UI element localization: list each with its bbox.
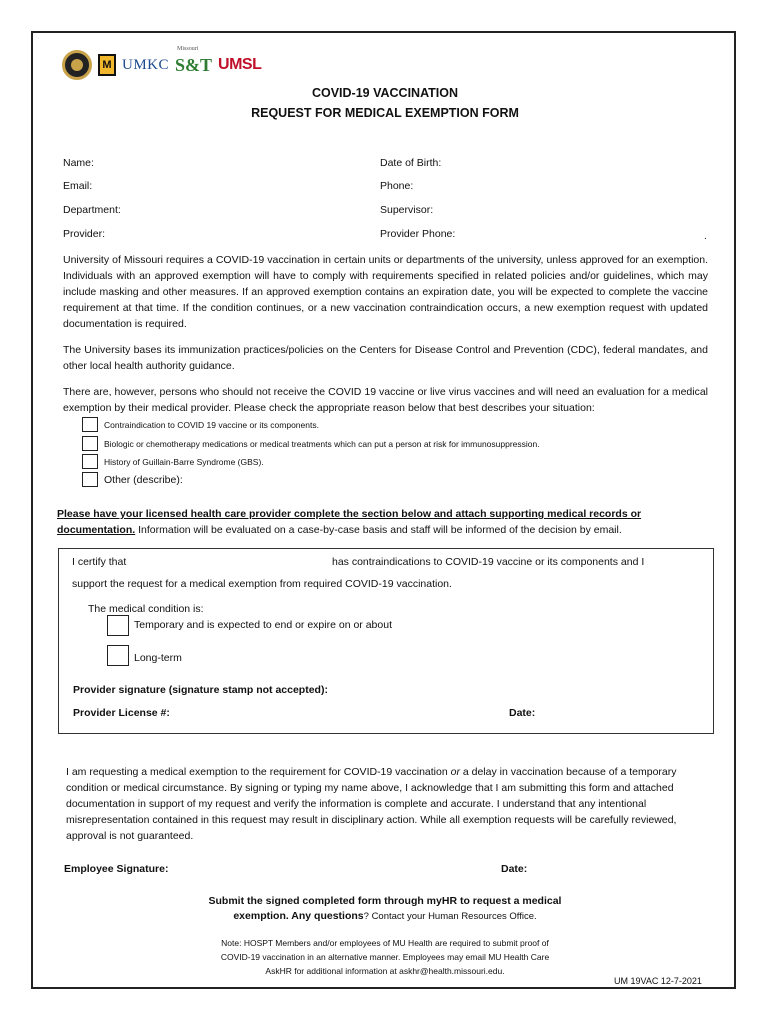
department-field[interactable]: Department: bbox=[63, 204, 121, 216]
reason-checkbox-gbs[interactable] bbox=[82, 454, 98, 469]
cdc-paragraph: The University bases its immunization practices/policies on the Centers for Disease Control and Prevention (CDC), federal mandates, and other local health authority guidance. bbox=[63, 344, 708, 372]
long-term-checkbox[interactable] bbox=[107, 645, 129, 666]
provider-date-field[interactable]: Date: bbox=[509, 707, 536, 719]
support-request-label: support the request for a medical exemption from required COVID-19 vaccination. bbox=[72, 578, 452, 590]
reason-checkbox-immunosuppression[interactable] bbox=[82, 436, 98, 451]
reason-label-other: Other (describe): bbox=[104, 474, 183, 486]
policy-paragraph: University of Missouri requires a COVID-19 vaccination in certain units or departments of the university, unless approved for an exemption. Individuals with an approved exemption will have to comply with requirements specified in related policies and/or guidelines, which may include masking and other measures. If an approved exemption contains an expiration date, you will be expected to complete the vaccine requirement at that time. If the condition continues, or a new vaccination contraindication occurs, a new exemption request with updated documentation is required. bbox=[63, 254, 708, 330]
university-logos bbox=[62, 45, 262, 82]
long-term-label: Long-term bbox=[134, 652, 182, 664]
note-line2: COVID-19 vaccination in an alternative manner. Employees may email MU Health Care bbox=[220, 952, 550, 962]
reason-checkbox-contraindication[interactable] bbox=[82, 417, 98, 432]
dob-field[interactable]: Date of Birth: bbox=[380, 157, 442, 169]
reason-label-gbs: History of Guillain-Barre Syndrome (GBS). bbox=[104, 457, 264, 467]
temporary-checkbox[interactable] bbox=[107, 615, 129, 636]
note-line3: AskHR for additional information at askhr@health.missouri.edu. bbox=[265, 966, 505, 976]
provider-field[interactable]: Provider: bbox=[63, 228, 106, 240]
reason-checkbox-other[interactable] bbox=[82, 472, 98, 487]
missouri-st-logo: Missouri S&T bbox=[175, 45, 213, 75]
mizzou-tiger-logo: M bbox=[98, 54, 116, 76]
form-id: UM 19VAC 12-7-2021 bbox=[614, 976, 702, 986]
provider-license-field[interactable]: Provider License #: bbox=[73, 707, 170, 719]
provider-signature-field[interactable]: Provider signature (signature stamp not accepted): bbox=[73, 684, 328, 696]
name-field[interactable]: Name: bbox=[63, 157, 94, 169]
reason-label-contraindication: Contraindication to COVID 19 vaccine or its components. bbox=[104, 420, 319, 430]
supervisor-field[interactable]: Supervisor: bbox=[380, 204, 434, 216]
umsl-logo: UMSL bbox=[218, 56, 262, 73]
provider-phone-field[interactable]: Provider Phone: bbox=[380, 228, 456, 240]
contraindications-label: has contraindications to COVID-19 vaccine or its components and I bbox=[332, 556, 645, 568]
um-seal-logo bbox=[62, 50, 92, 80]
certify-label: I certify that bbox=[72, 556, 127, 568]
trailing-dot: . bbox=[704, 230, 707, 242]
reasons-intro-paragraph: There are, however, persons who should not receive the COVID 19 vaccine or live virus vaccines and will need an evaluation for a medical exemption by their medical provider. Please check the appropriate reason below that best describes your situation: bbox=[63, 386, 708, 414]
email-field[interactable]: Email: bbox=[63, 180, 93, 192]
form-title-line1: COVID-19 VACCINATION bbox=[311, 86, 459, 100]
phone-field[interactable]: Phone: bbox=[380, 180, 414, 192]
reason-label-immunosuppression: Biologic or chemotherapy medications or medical treatments which can put a person at risk for immunosuppression. bbox=[104, 439, 540, 449]
employee-signature-field[interactable]: Employee Signature: bbox=[64, 863, 169, 875]
submit-instruction-line2: exemption. Any questions? Contact your Human Resources Office. bbox=[233, 910, 537, 922]
employee-date-field[interactable]: Date: bbox=[501, 863, 528, 875]
umkc-logo: UMKC bbox=[122, 56, 170, 73]
temporary-label: Temporary and is expected to end or expire on or about bbox=[134, 619, 392, 631]
condition-label: The medical condition is: bbox=[88, 603, 204, 615]
provider-instruction: Please have your licensed health care provider complete the section below and attach supporting medical records or documentation. Information will be evaluated on a case-by-case basis and staff will be informed of the decision by email. bbox=[57, 508, 642, 536]
note-line1: Note: HOSPT Members and/or employees of MU Health are required to submit proof of bbox=[221, 938, 549, 948]
form-title-line2: REQUEST FOR MEDICAL EXEMPTION FORM bbox=[251, 106, 519, 120]
employee-statement: I am requesting a medical exemption to the requirement for COVID-19 vaccination or a delay in vaccination because of a temporary condition or medical circumstance. By signing or typing my name above, I acknowledge that I am submitting this form and attached documentation in support of my request and verify the information is complete and accurate. I understand that any intentional misrepresentation contained in this request may result in disciplinary action. While all exemption requests will be carefully reviewed, approval is not guaranteed. bbox=[66, 766, 677, 842]
submit-instruction-line1: Submit the signed completed form through myHR to request a medical bbox=[208, 895, 562, 907]
